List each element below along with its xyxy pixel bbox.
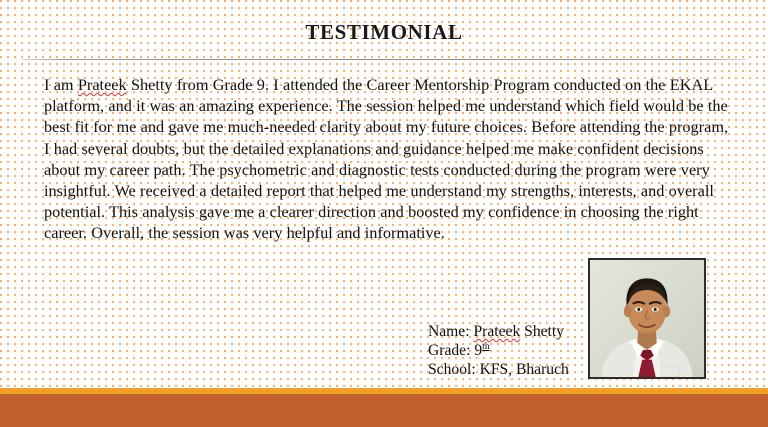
- accent-bar-thick: [0, 394, 768, 427]
- misspelled-word-prateek: Prateek: [77, 75, 127, 94]
- testimonial-paragraph: [44, 74, 734, 244]
- body-segment-plain-2: Shetty from Grade 9. I attended the Career Mentorship Program conducted on the EKAL platform, and it was an amazing experience. The session helped me understand which field would be the best fit for me and gave me much-needed clarity about my future choices. Before attending the program, I had several doubts, but the detailed explanations and guidance helped me make confident decisions about my career path. The psychometric and diagnostic tests conducted during the program were very insightful. We received a detailed report that helped me understand my strengths, interests, and overall potential. This analysis gave me a clearer direction and boosted my confidence in choosing the right career. Overall, the session was very helpful and informative.: [44, 75, 729, 243]
- signature-school-line: [428, 360, 598, 379]
- title-divider: [22, 59, 746, 60]
- title-block: [0, 22, 768, 44]
- signature-school-label: School:: [428, 361, 476, 378]
- signature-grade-label: Grade:: [428, 342, 471, 359]
- signature-grade-line: [428, 341, 598, 360]
- signature-name-first: Prateek: [473, 323, 521, 340]
- student-portrait-photo: [588, 258, 706, 379]
- testimonial-body-block: [44, 74, 734, 244]
- signature-block: [428, 322, 598, 379]
- body-segment-plain-1: I am: [44, 75, 78, 94]
- page-title: TESTIMONIAL: [305, 20, 463, 44]
- signature-school-value: KFS, Bharuch: [479, 361, 569, 378]
- signature-name-last: Shetty: [520, 323, 565, 340]
- signature-grade-value: 9: [474, 342, 483, 359]
- signature-name-label: Name:: [428, 323, 470, 340]
- portrait-illustration: [590, 260, 704, 377]
- signature-grade-suffix: th: [482, 340, 490, 352]
- signature-name-line: [428, 322, 598, 341]
